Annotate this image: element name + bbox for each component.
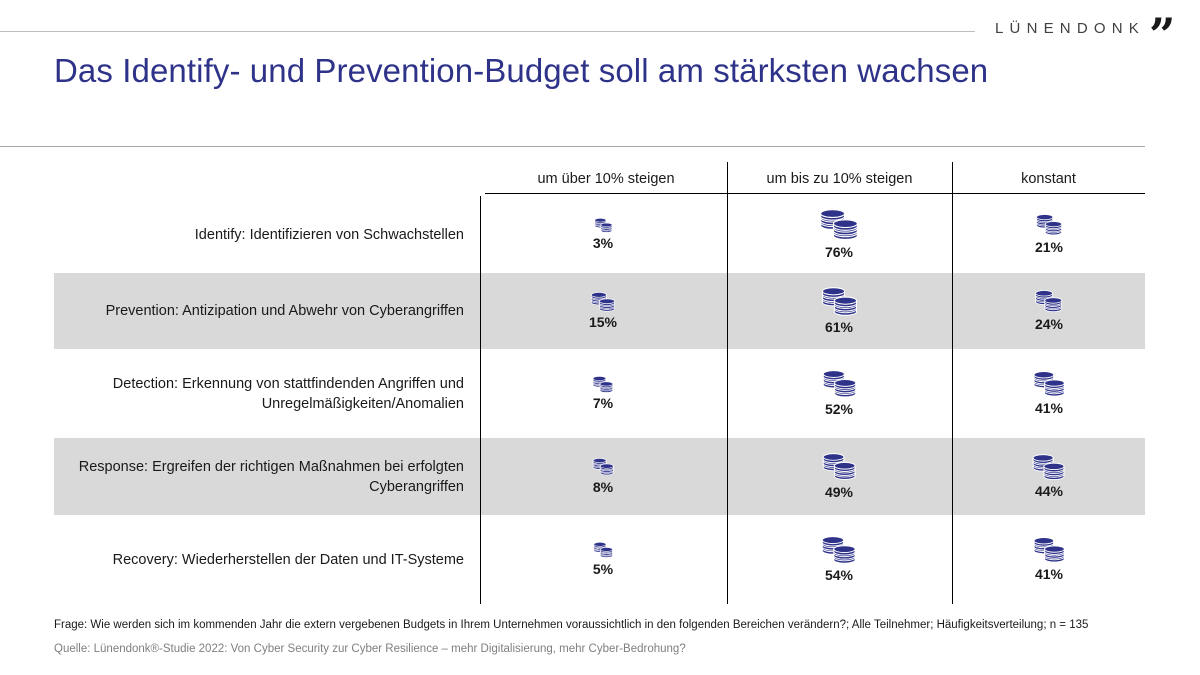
row-label [34, 438, 464, 515]
value-cell [1004, 454, 1094, 500]
column-header: um über 10% steigen [537, 171, 675, 187]
value-cell [1004, 290, 1094, 332]
title-rule [0, 146, 1145, 147]
value-cell [794, 209, 884, 260]
row-label [34, 196, 464, 273]
coin-stack-icon [819, 287, 860, 318]
coin-stack-icon [819, 536, 858, 566]
value-cell [558, 218, 648, 252]
row-label-text: Prevention: Antizipation und Abwehr von Cyberangriffen [105, 303, 464, 319]
coin-stack-icon [820, 453, 858, 482]
brand-quote-mark: ” [1148, 12, 1176, 40]
coin-stack-icon [1033, 290, 1064, 314]
coin-stack-icon [820, 370, 859, 399]
row-label-text: Detection: Erkennung von stattfindenden Angriffen und Unregelmäßigkeiten/Anomalien [112, 375, 464, 412]
value-label: 5% [592, 560, 614, 577]
coin-stack-icon [1031, 371, 1067, 398]
coin-stack-icon [591, 458, 615, 476]
value-label: 61% [824, 319, 854, 336]
column-separator [480, 196, 481, 604]
value-label: 15% [588, 314, 618, 331]
coin-stack-icon [1034, 214, 1064, 237]
value-label: 76% [824, 244, 854, 260]
value-label: 54% [824, 567, 854, 584]
column-header: um bis zu 10% steigen [766, 171, 913, 187]
row-label [34, 349, 464, 438]
value-label: 8% [592, 478, 614, 495]
row-label-text: Response: Ergreifen der richtigen Maßnahmen bei erfolgten Cyberangriffen [78, 458, 464, 495]
coin-stack-icon [591, 376, 615, 394]
row-label-text: Recovery: Wiederherstellen der Daten und IT-Systeme [112, 551, 464, 568]
value-label: 24% [1034, 315, 1064, 332]
coin-stack-icon [1031, 537, 1067, 564]
footer-question: Frage: Wie werden sich im kommenden Jahr die extern vergebenen Budgets in Ihrem Unternehmen voraussichtlich in den folgenden Bereichen verändern?; Alle Teilnehmer; Häufigkeitsverteilung; n = 135 [54, 619, 1089, 631]
value-label: 3% [592, 235, 614, 252]
column-header: konstant [1021, 171, 1076, 187]
value-label: 21% [1034, 238, 1064, 255]
coin-stack-icon [593, 218, 614, 234]
row-label [34, 273, 464, 349]
value-label: 7% [592, 395, 614, 412]
value-cell [794, 453, 884, 500]
value-label: 41% [1034, 566, 1064, 583]
value-label: 49% [824, 483, 854, 500]
value-cell [1004, 371, 1094, 416]
value-cell [558, 542, 648, 577]
value-cell [794, 536, 884, 584]
value-cell [558, 376, 648, 412]
coin-stack-icon [1030, 454, 1067, 482]
column-separator [727, 162, 728, 604]
value-label: 41% [1034, 400, 1064, 417]
coin-stack-icon [817, 209, 861, 242]
value-cell [794, 287, 884, 336]
value-cell [1004, 214, 1094, 255]
header-rule [485, 193, 1145, 194]
row-label [34, 515, 464, 604]
value-cell [794, 370, 884, 417]
column-separator [952, 162, 953, 604]
brand-logo [995, 12, 1176, 46]
value-cell [558, 458, 648, 494]
coin-stack-icon [592, 542, 614, 559]
value-cell [1004, 537, 1094, 582]
footer-source: Quelle: Lünendonk®-Studie 2022: Von Cyber Security zur Cyber Resilience – mehr Digitalisierung, mehr Cyber-Bedrohung? [54, 643, 686, 655]
value-label: 44% [1034, 483, 1064, 500]
value-label: 52% [824, 401, 854, 418]
top-rule [0, 31, 975, 32]
value-cell [558, 292, 648, 331]
page-title: Das Identify- und Prevention-Budget soll am stärksten wachsen [54, 52, 989, 89]
brand-name: LÜNENDONK [995, 20, 1145, 37]
coin-stack-icon [589, 292, 617, 313]
row-label-text: Identify: Identifizieren von Schwachstellen [194, 226, 464, 243]
